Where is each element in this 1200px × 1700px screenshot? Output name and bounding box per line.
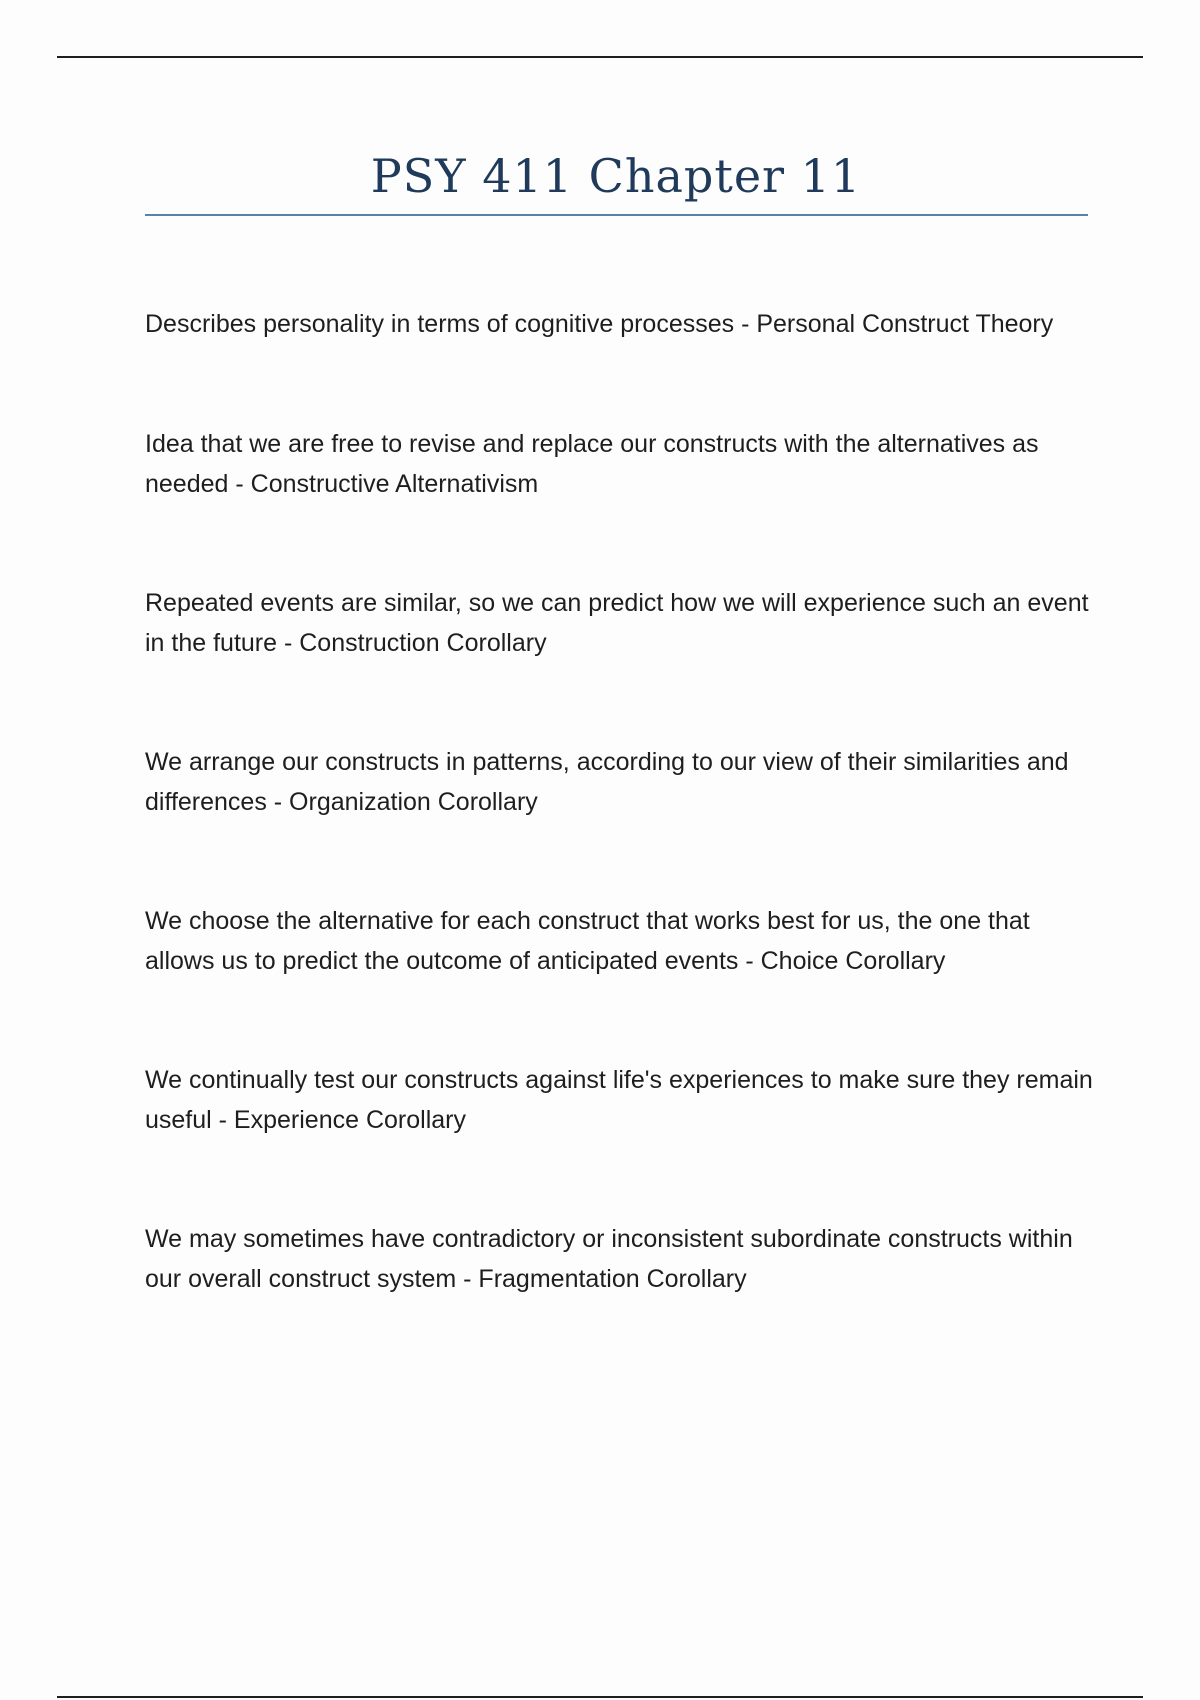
flashcard-entry: We choose the alternative for each construct that works best for us, the one that allows us to predict the outcome of anticipated events - Choice Corollary xyxy=(145,907,1030,975)
flashcard-entry: We may sometimes have contradictory or inconsistent subordinate constructs within our overall construct system - Fragmentation Corollary xyxy=(145,1225,1073,1293)
flashcard-entry: We arrange our constructs in patterns, according to our view of their similarities and differences - Organization Corollary xyxy=(145,748,1069,816)
flashcard-entry: Idea that we are free to revise and replace our constructs with the alternatives as needed - Constructive Alternativism xyxy=(145,430,1039,498)
title-underline xyxy=(145,214,1088,216)
page-bottom-rule xyxy=(57,1696,1143,1698)
document-title: PSY 411 Chapter 11 xyxy=(370,149,862,203)
flashcard-entry: Repeated events are similar, so we can predict how we will experience such an event in the future - Construction Corollary xyxy=(145,589,1089,657)
flashcard-entry: Describes personality in terms of cognitive processes - Personal Construct Theory xyxy=(145,310,1054,338)
flashcard-entry: We continually test our constructs against life's experiences to make sure they remain useful - Experience Corollary xyxy=(145,1066,1093,1134)
page-top-rule xyxy=(57,56,1143,58)
